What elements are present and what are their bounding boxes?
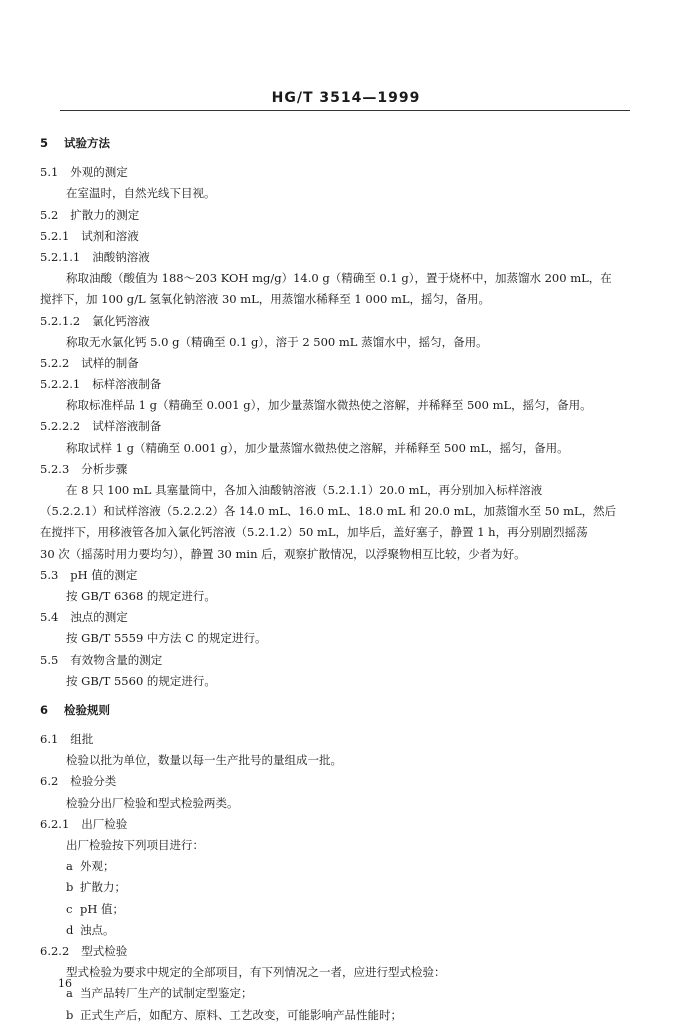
paragraph-line: 在 8 只 100 mL 具塞量筒中，各加入油酸钠溶液（5.2.1.1）20.0 mL，再分别加入标样溶液 [66, 483, 543, 497]
section-6-2-2-heading: 6.2.2 型式检验 [40, 943, 128, 958]
section-5-3-heading: 5.3 pH 值的测定 [40, 567, 138, 582]
document-body [40, 133, 660, 1026]
section-5-2-heading: 5.2 扩散力的测定 [40, 207, 140, 222]
header-rule [60, 110, 630, 111]
paragraph-line: 检验以批为单位，数量以每一生产批号的量组成一批。 [66, 753, 342, 768]
paragraph-line: 按 GB/T 5560 的规定进行。 [66, 673, 216, 688]
section-5-1-text: 在室温时，自然光线下目视。 [66, 186, 216, 201]
paragraph-line: （5.2.2.1）和试样溶液（5.2.2.2）各 14.0 mL、16.0 mL、18.0 mL 和 20.0 mL，加蒸馏水至 50 mL，然后 [40, 504, 617, 519]
list-item: b 扩散力； [66, 880, 126, 895]
paragraph-line: 按 GB/T 6368 的规定进行。 [66, 588, 216, 603]
paragraph-line: 按 GB/T 5559 中方法 C 的规定进行。 [66, 631, 267, 646]
section-6-heading: 6 检验规则 [40, 702, 110, 717]
paragraph-line: 出厂检验按下列项目进行： [66, 838, 204, 852]
section-5-2-1-heading: 5.2.1 试剂和溶液 [40, 228, 139, 243]
section-5-2-2-heading: 5.2.2 试样的制备 [40, 355, 139, 370]
list-item: b 正式生产后，如配方、原料、工艺改变，可能影响产品性能时； [66, 1007, 402, 1022]
paragraph-line: 称取试样 1 g（精确至 0.001 g），加少量蒸馏水微热使之溶解，并稀释至 500 mL，摇匀，备用。 [66, 440, 569, 455]
paragraph-line: 在搅拌下，用移液管各加入氯化钙溶液（5.2.1.2）50 mL，加毕后，盖好塞子，静置 1 h，再分别剧烈摇荡 [40, 525, 588, 540]
list-item: a 外观； [66, 859, 115, 874]
section-5-2-1-1-heading: 5.2.1.1 油酸钠溶液 [40, 249, 150, 264]
section-5-2-2-2-heading: 5.2.2.2 试样溶液制备 [40, 419, 162, 434]
section-5-4-heading: 5.4 浊点的测定 [40, 610, 128, 625]
section-5-2-1-2-heading: 5.2.1.2 氯化钙溶液 [40, 313, 150, 328]
paragraph-line: 检验分出厂检验和型式检验两类。 [66, 795, 239, 810]
list-item: c pH 值； [66, 901, 125, 916]
section-5-heading: 5 试验方法 [40, 136, 110, 150]
section-6-2-heading: 6.2 检验分类 [40, 774, 117, 789]
section-6-1-heading: 6.1 组批 [40, 732, 94, 747]
paragraph-line: 称取无水氯化钙 5.0 g（精确至 0.1 g），溶于 2 500 mL 蒸馏水中，摇匀，备用。 [66, 334, 488, 349]
section-6-2-1-heading: 6.2.1 出厂检验 [40, 816, 128, 831]
section-5-2-3-heading: 5.2.3 分析步骤 [40, 461, 128, 476]
section-5-2-2-1-heading: 5.2.2.1 标样溶液制备 [40, 377, 162, 392]
paragraph-line: 型式检验为要求中规定的全部项目，有下列情况之一者，应进行型式检验： [66, 965, 446, 980]
paragraph-line: 搅拌下，加 100 g/L 氢氧化钠溶液 30 mL，用蒸馏水稀释至 1 000 mL，摇匀，备用。 [40, 292, 491, 307]
section-5-1-heading: 5.1 外观的测定 [40, 165, 128, 180]
page-number: 16 [58, 977, 72, 990]
standard-code-header: HG/T 3514—1999 [271, 90, 421, 106]
paragraph-line: 称取标准样品 1 g（精确至 0.001 g），加少量蒸馏水微热使之溶解，并稀释至 500 mL，摇匀，备用。 [66, 398, 592, 413]
list-item: a 当产品转厂生产的试制定型鉴定； [66, 986, 253, 1001]
paragraph-line: 称取油酸（酸值为 188～203 KOH mg/g）14.0 g（精确至 0.1 g），置于烧杯中，加蒸馏水 200 mL，在 [66, 271, 612, 286]
paragraph-line: 30 次（摇荡时用力要均匀），静置 30 min 后，观察扩散情况，以浮聚物相互比较，少者为好。 [40, 546, 526, 561]
section-5-5-heading: 5.5 有效物含量的测定 [40, 652, 163, 667]
list-item: d 浊点。 [66, 922, 115, 937]
